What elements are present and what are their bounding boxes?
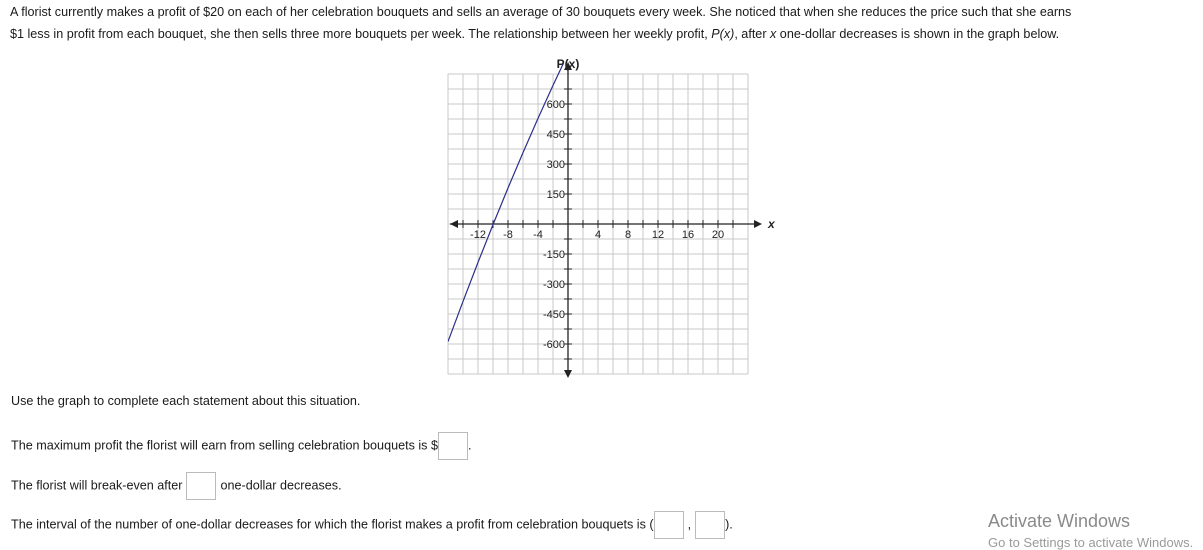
x-tick-label: 12 xyxy=(651,229,665,241)
x-tick-label: 4 xyxy=(594,229,602,241)
x-tick-label: -4 xyxy=(533,229,543,241)
activate-windows-watermark: Activate Windows xyxy=(988,511,1131,531)
activate-windows-subtext: Go to Settings to activate Windows. xyxy=(988,535,1194,550)
x-axis-arrow-right xyxy=(754,220,762,228)
graph-axes xyxy=(450,62,762,378)
x-axis-arrow-left xyxy=(450,220,458,228)
graph-axis-names xyxy=(557,57,776,231)
interval-separator: , xyxy=(687,517,692,532)
y-tick-label: -150 xyxy=(542,249,565,261)
break-even-input[interactable] xyxy=(186,472,216,500)
profit-graph xyxy=(440,54,775,380)
x-tick-label: -12 xyxy=(470,229,486,241)
statement-max-profit-label: The maximum profit the florist will earn from selling celebration bouquets is $ xyxy=(11,438,438,453)
y-tick-label: 450 xyxy=(546,129,565,141)
statement-interval-label: The interval of the number of one-dollar decreases for which the florist makes a profit from celebration bouquets is ( xyxy=(11,517,654,532)
y-tick-label: -600 xyxy=(542,339,565,351)
problem-line-2 xyxy=(10,23,1200,45)
interval-end-input[interactable] xyxy=(695,511,725,539)
x-tick-label: -8 xyxy=(503,229,513,241)
problem-line-2c: one-dollar decreases is shown in the graph below. xyxy=(776,27,1060,41)
y-axis-label: P(x) xyxy=(556,57,580,71)
statement-profit-interval xyxy=(11,511,733,539)
problem-line-1: A florist currently makes a profit of $20 on each of her celebration bouquets and sells an average of 30 bouquets every week. She noticed that when she reduces the price such that she earns xyxy=(10,5,1072,19)
problem-text xyxy=(10,1,1200,45)
y-tick-label: -450 xyxy=(542,309,565,321)
statement-max-profit xyxy=(11,432,471,460)
y-tick-label: -300 xyxy=(542,279,565,291)
instruction-text: Use the graph to complete each statement about this situation. xyxy=(11,394,361,408)
x-tick-label: 16 xyxy=(681,229,695,241)
problem-line-2b: , after xyxy=(734,27,771,41)
x-axis-label: x xyxy=(768,217,775,231)
x-tick-label: 8 xyxy=(624,229,632,241)
max-profit-input[interactable] xyxy=(438,432,468,460)
variable-name: x xyxy=(770,27,777,41)
function-name: P(x) xyxy=(711,27,735,41)
interval-start-input[interactable] xyxy=(654,511,684,539)
x-tick-label: 20 xyxy=(711,229,725,241)
statement-break-even xyxy=(11,472,342,500)
y-tick-label: 150 xyxy=(546,189,565,201)
statement-break-even-label: The florist will break-even after xyxy=(11,478,183,493)
interval-close: ). xyxy=(725,517,733,532)
y-tick-label: 300 xyxy=(546,159,565,171)
problem-line-2a: $1 less in profit from each bouquet, she then sells three more bouquets per week. The relationship between her weekly profit, xyxy=(10,27,712,41)
statement-period: . xyxy=(467,438,472,453)
statement-break-even-suffix: one-dollar decreases. xyxy=(220,478,342,493)
y-tick-label: 600 xyxy=(546,99,565,111)
